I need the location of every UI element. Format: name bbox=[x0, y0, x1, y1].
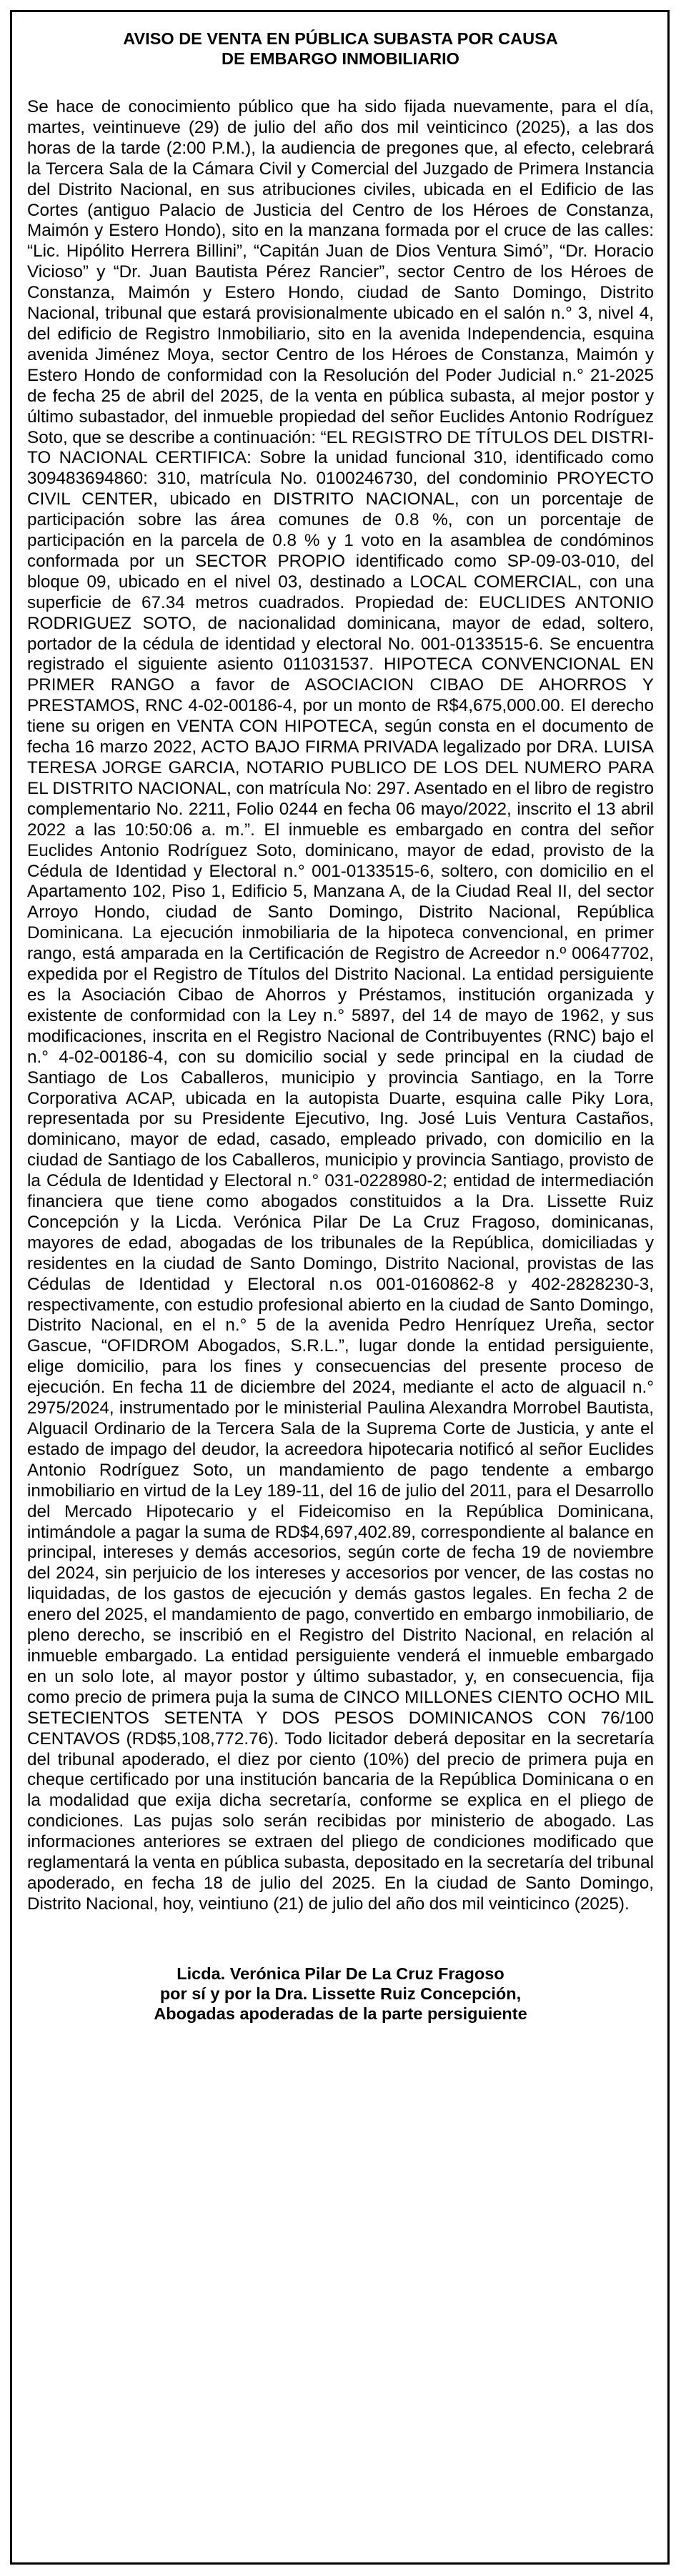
signature-line-2: por sí y por la Dra. Lissette Ruiz Concepción, bbox=[159, 1984, 522, 2003]
signature-block bbox=[27, 1964, 654, 2024]
notice-body: Se hace de conocimiento público que ha sido fijada nuevamente, para el día, martes, veintinueve (29) de julio del año dos mil veinticinco (2025), a las dos horas de la tarde (2:00 P.M.), la audiencia de pregones que, al efecto, celebrará la Tercera Sala de la Cámara Civil y Comercial del Juzgado de Primera Instancia del Distrito Nacional, en sus atribuciones civiles, ubicada en el Edificio de las Cortes (antiguo Palacio de Justicia del Centro de los Héroes de Constanza, Maimón y Estero Hondo), sito en la manzana formada por el cruce de las calles: “Lic. Hipólito Herrera Billini”, “Capitán Juan de Dios Ventura Simó”, “Dr. Horacio Vicioso” y “Dr. Juan Bautista Pérez Rancier”, sector Centro de los Héroes de Constanza, Maimón y Estero Hondo, ciudad de Santo Domingo, Distrito Nacional, tribunal que estará provisionalmente ubicado en el salón n.° 3, nivel 4, del edificio de Registro Inmobiliario, sito en la avenida Independencia, esquina avenida Jiménez Moya, sector Centro de los Héroes de Constanza, Maimón y Estero Hondo de conformidad con la Resolución del Poder Judicial n.° 21-2025 de fecha 25 de abril del 2025, de la venta en pública subasta, al mejor postor y último subastador, del inmueble propiedad del señor Euclides Antonio Rodríguez Soto, que se describe a continuación: “EL REGISTRO DE TÍTULOS DEL DISTRITO NACIONAL CERTIFICA: Sobre la unidad funcional 310, identificado como 309483694860: 310, matrícula No. 0100246730, del condominio PROYECTO CIVIL CENTER, ubicado en DISTRITO NACIONAL, con un porcentaje de participación sobre las área comunes de 0.8 %, con un porcentaje de participación en la parcela de 0.8 % y 1 voto en la asamblea de condóminos conformada por un SECTOR PROPIO identificado como SP-09-03-010, del bloque 09, ubicado en el nivel 03, destinado a LOCAL COMERCIAL, con una superficie de 67.34 metros cuadrados. Propiedad de: EUCLIDES ANTONIO RODRIGUEZ SOTO, de nacionalidad dominicana, mayor de edad, soltero, portador de la cédula de identidad y electoral No. 001-0133515-6. Se encuentra registrado el siguiente asiento 011031537. HIPOTECA CONVENCIONAL EN PRIMER RANGO a favor de ASOCIACION CIBAO DE AHORROS Y PRESTAMOS, RNC 4-02-00186-4, por un monto de R$4,675,000.00. El derecho tiene su origen en VENTA CON HIPOTECA, según consta en el documento de fecha 16 marzo 2022, ACTO BAJO FIRMA PRIVADA legalizado por DRA. LUISA TERESA JORGE GARCIA, NOTARIO PUBLICO DE LOS DEL NUMERO PARA EL DISTRITO NACIONAL, con matrícula No: 297. Asentado en el libro de registro complementario No. 2211, Folio 0244 en fecha 06 mayo/2022, inscrito el 13 abril 2022 a las 10:50:06 a. m.”. El inmueble es embargado en contra del señor Euclides Antonio Rodríguez Soto, dominicano, mayor de edad, provisto de la Cédula de Identidad y Electoral n.° 001-0133515-6, soltero, con domicilio en el Apartamento 102, Piso 1, Edificio 5, Manzana A, de la Ciudad Real II, del sector Arroyo Hondo, ciudad de Santo Domingo, Distrito Nacional, República Dominicana. La ejecución inmobiliaria de la hipoteca convencional, en primer rango, está amparada en la Certificación de Registro de Acreedor n.º 00647702, expedida por el Registro de Títulos del Distrito Nacional. La entidad persiguiente es la Asociación Cibao de Ahorros y Préstamos, institución organizada y existente de conformidad con la Ley n.° 5897, del 14 de mayo de 1962, y sus modificaciones, inscrita en el Registro Nacional de Contribuyentes (RNC) bajo el n.° 4-02-00186-4, con su domicilio social y sede principal en la ciudad de Santiago de Los Caballeros, municipio y provincia Santiago, en la Torre Corporativa ACAP, ubicada en la autopista Duarte, esquina calle Piky Lora, representada por su Presidente Ejecutivo, Ing. José Luis Ventura Castaños, dominicano, mayor de edad, casado, empleado privado, con domicilio en la ciudad de Santiago de los Caballeros, municipio y provincia Santiago, provisto de la Cédula de Identidad y Electoral n.° 031-0228980-2; entidad de intermediación financiera que tiene como abogados constituidos a la Dra. Lissette Ruiz Concepción y la Licda. Verónica Pilar De La Cruz Fragoso, dominicanas, mayores de edad, abogadas de los tribunales de la República, domiciliadas y residentes en la ciudad de Santo Domingo, Distrito Nacional, provistas de las Cédulas de Identidad y Electoral n.os 001-0160862-8 y 402-2828230-3, respectivamente, con estudio profesional abierto en la ciudad de Santo Domingo, Distrito Nacional, en el n.° 5 de la avenida Pedro Henríquez Ureña, sector Gascue, “OFIDROM Abogados, S.R.L.”, lugar donde la entidad persiguiente, elige domicilio, para los fines y consecuencias del presente proceso de ejecución. En fecha 11 de diciembre del 2024, mediante el acto de alguacil n.° 2975/2024, instrumentado por le ministerial Paulina Alexandra Morrobel Bautista, Alguacil Ordinario de la Tercera Sala de la Suprema Corte de Justicia, y ante el estado de impago del deudor, la acreedora hipotecaria notificó al señor Euclides Antonio Rodríguez Soto, un mandamiento de pago tendente a embargo inmobiliario en virtud de la Ley 189-11, del 16 de julio del 2011, para el Desarrollo del Mercado Hipotecario y el Fideicomiso en la República Dominicana, intimándole a pagar la suma de RD$4,697,402.89, correspondiente al balance en principal, intereses y demás accesorios, según corte de fecha 19 de noviembre del 2024, sin perjuicio de los intereses y accesorios por vencer, de las costas no liquidadas, de los gastos de ejecución y demás gastos legales. En fecha 2 de enero del 2025, el mandamiento de pago, convertido en embargo inmobiliario, de pleno derecho, se inscribió en el Registro del Distrito Nacional, en relación al inmueble embargado. La entidad persiguiente venderá el inmueble embargado en un solo lote, al mayor postor y último subastador, y, en consecuencia, fija como precio de primera puja la suma de CINCO MILLONES CIENTO OCHO MIL SETECIENTOS SETENTA Y DOS PESOS DOMINICANOS CON 76/100 CENTAVOS (RD$5,108,772.76). Todo licitador deberá depositar en la secretaría del tribunal apoderado, el diez por ciento (10%) del precio de primera puja en cheque certificado por una institución bancaria de la República Dominicana o en la modalidad que exija dicha secretaría, conforme se explica en el pliego de condiciones. Las pujas solo serán recibidas por ministerio de abogado. Las informaciones anteriores se extraen del pliego de condiciones modificado que reglamentará la venta en pública subasta, depositado en la secretaría del tribunal apoderado, en fecha 18 de julio del 2025. En la ciudad de Santo Domingo, Distrito Nacional, hoy, veintiuno (21) de julio del año dos mil veinticinco (2025). bbox=[27, 97, 654, 1914]
legal-notice bbox=[27, 29, 654, 2024]
signature-line-1: Licda. Verónica Pilar De La Cruz Fragoso bbox=[177, 1964, 504, 1983]
notice-title-line-1: AVISO DE VENTA EN PÚBLICA SUBASTA POR CAUSA bbox=[123, 29, 558, 48]
signature-line-3: Abogadas apoderadas de la parte persiguiente bbox=[154, 2004, 527, 2023]
notice-title bbox=[27, 29, 654, 69]
notice-title-line-2: DE EMBARGO INMOBILIARIO bbox=[222, 49, 459, 68]
